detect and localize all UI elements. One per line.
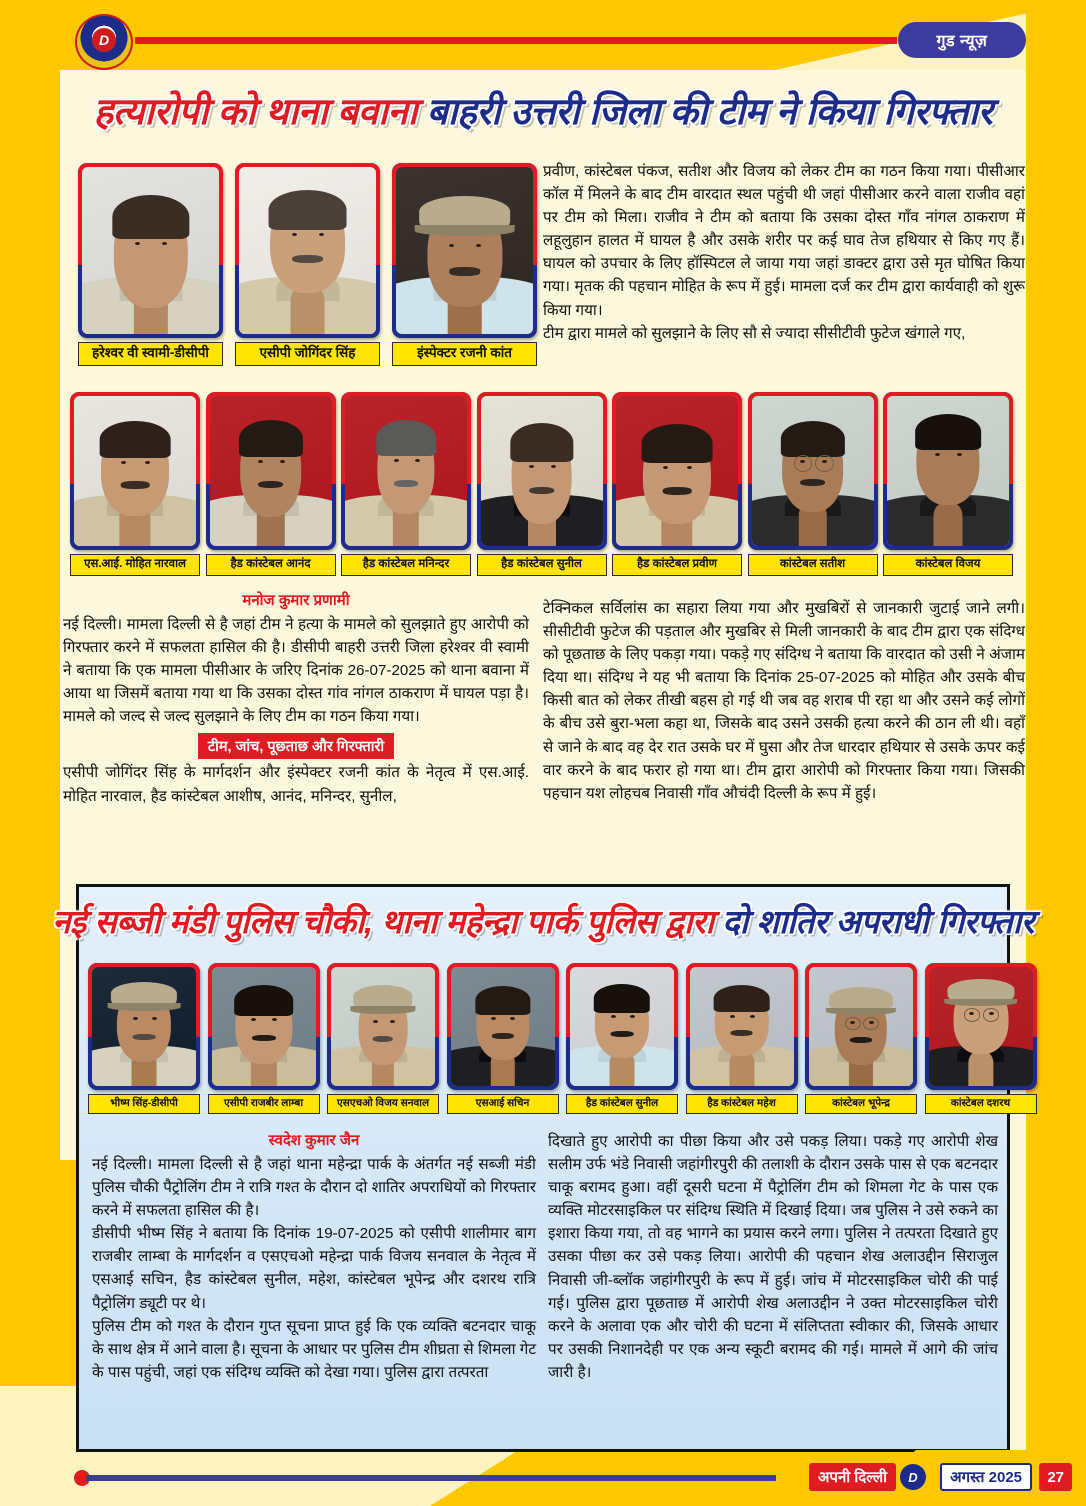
portrait-graphic xyxy=(929,967,1033,1086)
officer-photo xyxy=(481,396,603,546)
photo-caption: इंस्पेक्टर रजनी कांत xyxy=(392,342,537,366)
article1-right-paragraph-1: प्रवीण, कांस्टेबल पंकज, सतीश और विजय को लेकर टीम का गठन किया गया। पीसीआर कॉल में मिलने के बाद टीम वारदात स्थल पहुंची थी जहां पीसीआर करने वाला राजीव वहां पर टीम को मिला। राजीव ने टीम को बताया कि उसका दोस्त गाँव नांगल ठाकराण में लहूलुहान हालत में घायल है और उसके शरीर पर कई घाव तेज हथियार से किए गए हैं। घायल को उपचार के लिए हॉस्पिटल ले जाया गया जहां डाक्टर द्वारा उसे मृत घोषित किया गया। मृतक की पहचान मोहित के रूप में हुई। मामला दर्ज कर टीम द्वारा कार्यवाही को शुरू किया गया। xyxy=(543,163,1025,319)
photo-frame xyxy=(447,963,559,1090)
officer-photo xyxy=(396,167,533,334)
article1-right-paragraph-3: टेक्निकल सर्विलांस का सहारा लिया गया और मुखबिरों से जानकारी जुटाई जाने लगी। सीसीटीवी फुटेज की पड़ताल और मुखबिर से मिली जानकारी के बाद टीम द्वारा एक संदिग्ध को पूछताछ के लिए पकड़ा गया। पकड़े गए संदिग्ध ने बताया कि वारदात को उसी ने अंजाम दिया था। संदिग्ध ने यह भी बताया कि दिनांक 25-07-2025 को मोहित और उसके बीच किसी बात को लेकर तीखी बहस हो गई थी जब वह शराब पी रहा था और उसने कई लोगों के बीच उसे बुरा-भला कहा था, जिसके बाद उसने उसकी हत्या करने की ठान ली थी। वहाँ से जाने के बाद वह देर रात उसके घर में घुसा और तेज धारदार हथियार से उसके ऊपर कई वार करने के बाद फरार हो गया था। टीम द्वारा आरोपी को गिरफ्तार किया गया। जिसकी पहचान यश लोहचब निवासी गाँव औचंदी दिल्ली के रूप में हुई। xyxy=(543,600,1025,802)
portrait-graphic xyxy=(616,396,738,546)
officer-photo xyxy=(809,967,913,1086)
photo-frame xyxy=(805,963,917,1090)
portrait-graphic xyxy=(74,396,196,546)
photo-card xyxy=(447,963,559,1114)
photo-frame xyxy=(392,163,537,338)
photo-caption: हैड कांस्टेबल प्रवीण xyxy=(612,554,742,576)
photo-frame xyxy=(686,963,798,1090)
portrait-graphic xyxy=(690,967,794,1086)
portrait-graphic xyxy=(809,967,913,1086)
portrait-graphic xyxy=(331,967,435,1086)
footer-page-number: 27 xyxy=(1039,1463,1072,1491)
officer-photo xyxy=(74,396,196,546)
photo-frame xyxy=(88,963,200,1090)
delhi-police-emblem-icon: D xyxy=(75,14,133,70)
photo-caption: कांस्टेबल सतीश xyxy=(748,554,878,576)
portrait-graphic xyxy=(345,396,467,546)
article2-right-paragraph-1: दिखाते हुए आरोपी का पीछा किया और उसे पकड़ लिया। पकड़े गए आरोपी शेख सलीम उर्फ भंडे निवासी जहांगीरपुरी की तलाशी के दौरान उसके पास से एक बटनदार चाकू बरामद हुआ। वहीं दूसरी घटना में पैट्रोलिंग टीम को शिमला गेट के पास एक व्यक्ति मोटरसाइकिल पर संदिग्ध स्थिति में दिखाई दिया। जब पुलिस ने उसे रुकने का इशारा किया गया, तो वह भागने का प्रयास करने लगा। पुलिस ने तत्परता दिखाते हुए उसका पीछा कर उसे पकड़ लिया। आरोपी की पहचान शेख अलाउद्दीन सिराजुल निवासी जी-ब्लॉक जहांगीरपुरी के रूप में हुई। जांच में मोटरसाइकिल चोरी की पाई गई। पुलिस द्वारा पूछताछ में आरोपी शेख अलाउद्दीन ने उक्त मोटरसाइकिल चोरी करने के अलावा एक और चोरी की घटना में संलिप्तता स्वीकार की, जिसके आधार पर उसकी निशानदेही पर एक अन्य स्कूटी बरामद की गई। मामले में आगे की जांच जारी है। xyxy=(548,1133,998,1381)
photo-caption: एसएचओ विजय सनवाल xyxy=(327,1094,439,1114)
article2-headline xyxy=(0,898,1086,943)
portrait-graphic xyxy=(210,396,332,546)
photo-frame xyxy=(612,392,742,550)
right-gold-rail xyxy=(1026,0,1086,1506)
article1-left-paragraph-2: एसीपी जोगिंदर सिंह के मार्गदर्शन और इंस्पेक्टर रजनी कांत के नेतृत्व में एस.आई. मोहित नारवाल, हैड कांस्टेबल आशीष, आनंद, मनिन्दर, सुनील, xyxy=(63,764,529,805)
photo-card xyxy=(612,392,742,576)
photo-caption: कांस्टेबल भूपेन्द्र xyxy=(805,1094,917,1114)
apni-dilli-logo-icon: D xyxy=(900,1464,926,1490)
photo-frame xyxy=(341,392,471,550)
officer-photo xyxy=(690,967,794,1086)
masthead xyxy=(0,0,1086,70)
article1-right-column-bottom xyxy=(543,597,1025,805)
photo-caption: एसआई सचिन xyxy=(447,1094,559,1114)
article1-left-paragraph-1: नई दिल्ली। मामला दिल्ली से है जहां टीम ने हत्या के मामले को सुलझाते हुए आरोपी को गिरफ्तार करने में सफलता हासिल की है। डीसीपी बाहरी उत्तरी जिला हरेश्वर वी स्वामी ने बताया कि एक मामला पीसीआर के जरिए दिनांक 26-07-2025 को थाना बवाना में आया था जिसमें बताया गया था कि उसका दोस्त गांव नांगल ठाकराण में घायल पड़ा है। मामले को जल्द से जल्द सुलझाने के लिए टीम का गठन किया गया। xyxy=(63,616,529,726)
photo-card xyxy=(392,163,537,366)
photo-caption: हैड कांस्टेबल महेश xyxy=(686,1094,798,1114)
photo-caption: एसीपी राजबीर लाम्बा xyxy=(208,1094,320,1114)
photo-caption: हैड कांस्टेबल आनंद xyxy=(206,554,336,576)
officer-photo xyxy=(929,967,1033,1086)
article1-subheading: टीम, जांच, पूछताछ और गिरफ्तारी xyxy=(198,733,394,759)
officer-photo xyxy=(345,396,467,546)
portrait-graphic xyxy=(451,967,555,1086)
portrait-graphic xyxy=(887,396,1009,546)
photo-card xyxy=(477,392,607,576)
photo-frame xyxy=(477,392,607,550)
headline-segment-2: दो शातिर अपराधी गिरफ्तार xyxy=(722,903,1034,940)
officer-photo xyxy=(887,396,1009,546)
photo-frame xyxy=(208,963,320,1090)
officer-photo xyxy=(210,396,332,546)
officer-photo xyxy=(239,167,376,334)
officer-photo xyxy=(570,967,674,1086)
footer-issue-month: अगस्त 2025 xyxy=(940,1463,1032,1491)
photo-card xyxy=(805,963,917,1114)
article1-right-paragraph-2: टीम द्वारा मामले को सुलझाने के लिए सौ से ज्यादा सीसीटीवी फुटेज खंगाले गए, xyxy=(543,324,966,342)
officer-photo xyxy=(331,967,435,1086)
photo-caption: हैड कांस्टेबल मनिन्दर xyxy=(341,554,471,576)
footer-publication-name: अपनी दिल्ली xyxy=(809,1463,896,1491)
photo-caption: कांस्टेबल दशरथ xyxy=(925,1094,1037,1114)
photo-card xyxy=(70,392,200,576)
headline-segment-1: हत्यारोपी को थाना बवाना xyxy=(93,91,427,132)
photo-frame xyxy=(70,392,200,550)
photo-card xyxy=(925,963,1037,1114)
officer-photo xyxy=(212,967,316,1086)
officer-photo xyxy=(92,967,196,1086)
officer-photo xyxy=(616,396,738,546)
photo-card xyxy=(341,392,471,576)
article1-byline: मनोज कुमार प्रणामी xyxy=(242,592,350,609)
photo-card xyxy=(208,963,320,1114)
officer-photo xyxy=(451,967,555,1086)
photo-caption: कांस्टेबल विजय xyxy=(883,554,1013,576)
portrait-graphic xyxy=(752,396,874,546)
portrait-graphic xyxy=(570,967,674,1086)
officer-photo xyxy=(752,396,874,546)
portrait-graphic xyxy=(212,967,316,1086)
photo-frame xyxy=(206,392,336,550)
article2-right-column xyxy=(548,1130,998,1384)
article1-left-column xyxy=(63,590,529,808)
portrait-graphic xyxy=(82,167,219,334)
masthead-divider-rule xyxy=(135,37,897,44)
headline-segment-2: बाहरी उत्तरी जिला की टीम ने किया गिरफ्तार xyxy=(426,91,993,132)
photo-frame xyxy=(566,963,678,1090)
portrait-graphic xyxy=(92,967,196,1086)
article1-right-column-top xyxy=(543,160,1025,345)
article2-byline: स्वदेश कुमार जैन xyxy=(268,1132,360,1149)
portrait-graphic xyxy=(239,167,376,334)
photo-caption: हैड कांस्टेबल सुनील xyxy=(477,554,607,576)
article2-left-paragraph-1: नई दिल्ली। मामला दिल्ली से है जहां थाना महेन्द्रा पार्क के अंतर्गत नई सब्जी मंडी पुलिस चौकी पैट्रोलिंग टीम ने रात्रि गश्त के दौरान दो शातिर अपराधियों को गिरफ्तार करने में सफलता हासिल की है। xyxy=(92,1156,536,1220)
photo-frame xyxy=(78,163,223,338)
photo-card xyxy=(748,392,878,576)
photo-card xyxy=(206,392,336,576)
article2-left-paragraph-3: पुलिस टीम को गश्त के दौरान गुप्त सूचना प्राप्त हुई कि एक व्यक्ति बटनदार चाकू के साथ क्षेत्र में आने वाला है। सूचना के आधार पर पुलिस टीम शीघ्रता से शिमला गेट के पास पहुंची, जहां एक संदिग्ध व्यक्ति को देखा गया। पुलिस द्वारा तत्परता xyxy=(92,1317,536,1381)
photo-caption: हरेश्वर वी स्वामी-डीसीपी xyxy=(78,342,223,366)
photo-caption: हैड कांस्टेबल सुनील xyxy=(566,1094,678,1114)
photo-frame xyxy=(748,392,878,550)
photo-card xyxy=(88,963,200,1114)
footer-divider-rule xyxy=(86,1475,776,1481)
photo-frame xyxy=(925,963,1037,1090)
photo-card xyxy=(78,163,223,366)
photo-card xyxy=(327,963,439,1114)
photo-frame xyxy=(235,163,380,338)
photo-frame xyxy=(327,963,439,1090)
good-news-badge: गुड न्यूज़ xyxy=(898,22,1026,58)
photo-caption: भीष्म सिंह-डीसीपी xyxy=(88,1094,200,1114)
page-footer xyxy=(0,1450,1086,1506)
photo-frame xyxy=(883,392,1013,550)
article2-left-column xyxy=(92,1130,536,1384)
photo-caption: एस.आई. मोहित नारवाल xyxy=(70,554,200,576)
photo-caption: एसीपी जोगिंदर सिंह xyxy=(235,342,380,366)
article1-headline xyxy=(0,84,1086,135)
portrait-graphic xyxy=(396,167,533,334)
photo-card xyxy=(235,163,380,366)
photo-card xyxy=(883,392,1013,576)
portrait-graphic xyxy=(481,396,603,546)
article2-left-paragraph-2: डीसीपी भीष्म सिंह ने बताया कि दिनांक 19-07-2025 को एसीपी शालीमार बाग राजबीर लाम्बा के मार्गदर्शन व एसएचओ महेन्द्रा पार्क विजय सनवाल के नेतृत्व में एसआई सचिन, हैड कांस्टेबल सुनील, महेश, कांस्टेबल भूपेन्द्र और दशरथ रात्रि पैट्रोलिंग ड्यूटी पर थे। xyxy=(92,1225,536,1312)
headline-segment-1: नई सब्जी मंडी पुलिस चौकी, थाना महेन्द्रा पार्क पुलिस द्वारा xyxy=(52,903,723,940)
photo-card xyxy=(686,963,798,1114)
officer-photo xyxy=(82,167,219,334)
photo-card xyxy=(566,963,678,1114)
